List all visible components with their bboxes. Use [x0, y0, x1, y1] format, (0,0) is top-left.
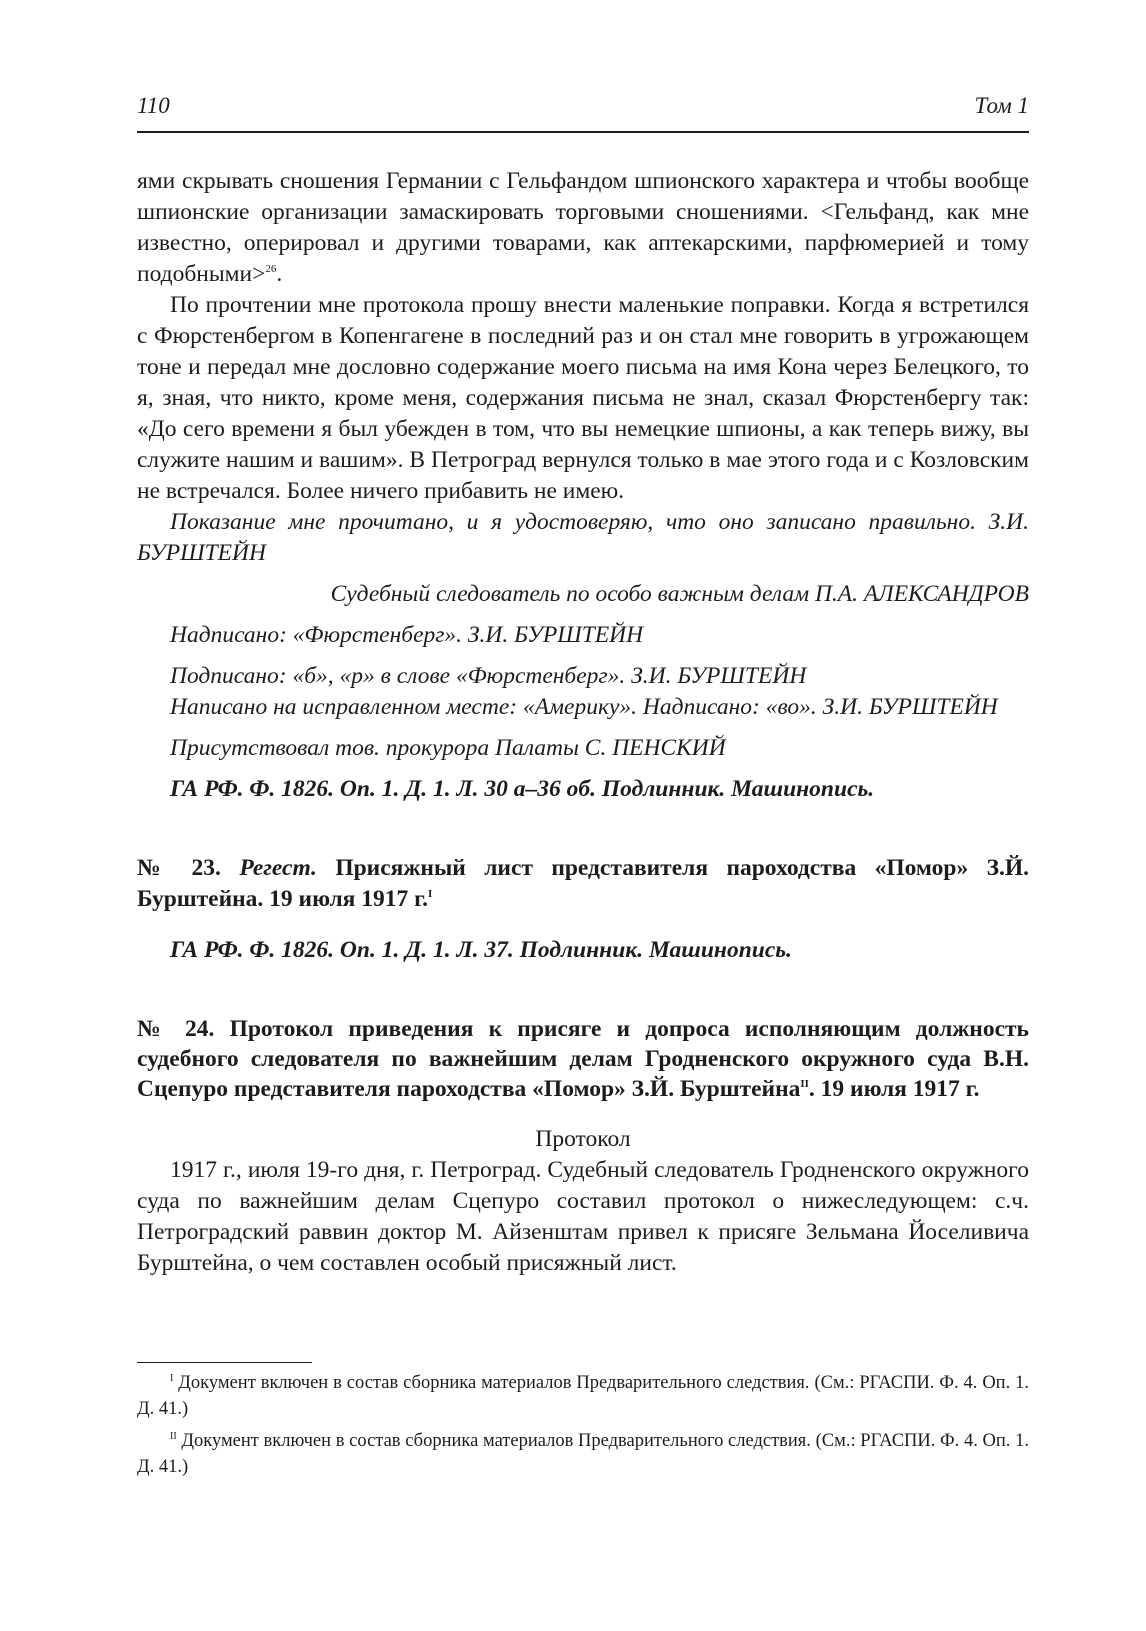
correction-note-2: Подписано: «б», «р» в слове «Фюрстенберг». З.И. БУРШТЕЙН [170, 663, 807, 689]
protocol-text: 1917 г., июля 19-го дня, г. Петроград. Судебный следователь Гродненского окружного суда по важнейшим делам Сцепуро составил протокол о нижеследующем: с.ч. Петроградский раввин доктор М. Айзенштам привел к присяге Зельмана Йоселивича Бурштейна, о чем составлен особый присяжный лист. [137, 1157, 1029, 1276]
document-24-title: № 24. Протокол приведения к присяге и допроса исполняющим должность судебного следователя по важнейшим делам Гродненского окружного суда В.Н. Сцепуро представителя пароходства «Помор» З.Й. Бурштейна$^{II}$. 19 июля 1917 г. [137, 1016, 1029, 1102]
header-rule [137, 131, 1029, 133]
main-text [137, 166, 1029, 1279]
correction-note-3: Написано на исправленном месте: «Америку». Надписано: «во». З.И. БУРШТЕЙН [170, 694, 998, 720]
note-ref-I: I [428, 888, 433, 901]
running-header [137, 92, 1029, 120]
investigator-signature: Судебный следователь по особо важным делам П.А. АЛЕКСАНДРОВ [330, 581, 1029, 607]
paragraph-2: По прочтении мне протокола прошу внести маленькие поправки. Когда я встретился с Фюрстенбергом в Копенгагене в последний раз и он стал мне говорить в угрожающем тоне и передал мне дословно содержание моего письма на имя Кона через Белецкого, то я, зная, что никто, кроме меня, содержания письма не знал, сказал Фюрстенбергу так: «До сего времени я был убежден в том, что вы немецкие шпионы, а как теперь вижу, вы служите нашим и вашим». В Петроград вернулся только в мае этого года и с Козловским не встречался. Более ничего прибавить не имею. [137, 292, 1029, 504]
testimony-confirmation: Показание мне прочитано, и я удостоверяю, что оно записано правильно. З.И. БУРШТЕЙН [137, 509, 1029, 566]
archive-source-23: ГА РФ. Ф. 1826. Оп. 1. Д. 1. Л. 37. Подлинник. Машинопись. [170, 937, 792, 963]
prosecutor-note: Присутствовал тов. прокурора Палаты С. ПЕНСКИЙ [170, 735, 726, 761]
note-ref-26: 26 [265, 263, 277, 276]
document-23-title: № 23. Регест. Присяжный лист представителя пароходства «Помор» З.Й. Бурштейна. 19 июля 1917 г.$^I$ [137, 855, 1030, 912]
page-number: 110 [137, 93, 170, 118]
footnotes [137, 1370, 1029, 1480]
footnote-rule [137, 1362, 312, 1363]
regest-label: Регест. [239, 855, 317, 881]
correction-note-1: Надписано: «Фюрстенберг». З.И. БУРШТЕЙН [170, 622, 644, 648]
protocol-heading: Протокол [535, 1126, 631, 1152]
volume-label: Том 1 [974, 93, 1029, 118]
paragraph-1: ями скрывать сношения Германии с Гельфандом шпионского характера и чтобы вообще шпионские организации замаскировать торговыми сношениями. <Гельфанд, как мне известно, оперировал и другими товарами, как аптекарскими, парфюмерией и тому подобными>$^{26}$. [137, 168, 1029, 287]
note-ref-II: II [800, 1078, 809, 1091]
archive-source-1: ГА РФ. Ф. 1826. Оп. 1. Д. 1. Л. 30 а–36 об. Подлинник. Машинопись. [170, 776, 875, 802]
footnote-2: $^{II}$ Документ включен в состав сборника материалов Предварительного следствия. (См.: РГАСПИ. Ф. 4. Оп. 1. Д. 41.) [137, 1430, 1029, 1477]
footnote-1: $^I$ Документ включен в состав сборника материалов Предварительного следствия. (См.: РГАСПИ. Ф. 4. Оп. 1. Д. 41.) [137, 1372, 1030, 1419]
